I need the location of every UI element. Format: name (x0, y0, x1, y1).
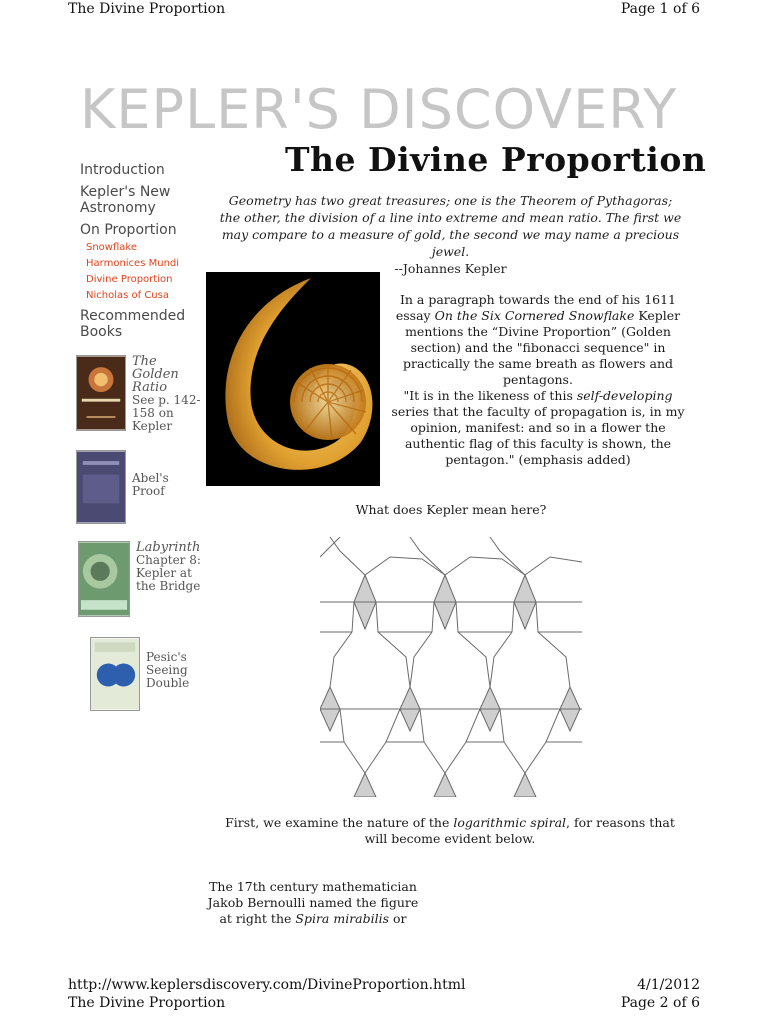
print-header-page-2: Page 2 of 6 (620, 995, 700, 1011)
question-text: What does Kepler mean here? (355, 502, 547, 517)
essay-title: On the Six Cornered Snowflake (434, 308, 635, 323)
book-seeing-double[interactable] (90, 637, 206, 711)
site-title: KEPLER'S DISCOVERY (80, 78, 678, 141)
print-footer-url[interactable]: http://www.keplersdiscovery.com/DivineProportion.html (68, 977, 466, 993)
book-title: The Golden Ratio (132, 354, 179, 395)
snowflake-paragraph: In a paragraph towards the end of his 1611 essay On the Six Cornered Snowflake Kepler mentions the “Divine Proportion” (Golden section) and the "fibonacci sequence" in practically the same breath as flowers and pentagons. (395, 292, 681, 387)
book-golden-ratio[interactable] (76, 355, 204, 433)
kepler-citation-paragraph: "It is in the likeness of this self-developing series that the faculty of propagation is, in my opinion, manifest: and so in a flower the authentic flag of this faculty is shown, the pentagon." (emphasis added) (391, 388, 685, 467)
book-note: Chapter 8: Kepler at the Bridge (136, 553, 201, 593)
book-title: Abel's Proof (132, 471, 169, 498)
book-note: See p. 142-158 on Kepler (132, 393, 201, 433)
sidebar (80, 162, 210, 340)
book-title: Pesic's Seeing Double (146, 650, 190, 690)
nav-introduction-link[interactable]: Introduction (80, 162, 165, 178)
nav-harmonices-mundi-link[interactable]: Harmonices Mundi (86, 258, 180, 269)
quote-text: Geometry has two great treasures; one is the Theorem of Pythagoras; the other, the division of a line into extreme and mean ratio. The first we may compare to a measure of gold, the second we may name a precious jewel. (219, 193, 682, 259)
book-title: Labyrinth (136, 540, 201, 555)
page-title: The Divine Proportion (285, 140, 707, 179)
book-labyrinth[interactable] (78, 541, 206, 617)
nav-on-proportion-link[interactable]: On Proportion (80, 222, 177, 238)
nav-snowflake-link[interactable]: Snowflake (86, 242, 137, 253)
print-header-page: Page 1 of 6 (620, 1, 700, 17)
nav-recommended-books-link[interactable]: Recommended Books (80, 308, 186, 340)
book-cover-image[interactable] (90, 637, 140, 711)
print-footer-date: 4/1/2012 (637, 977, 700, 993)
print-header-title-2: The Divine Proportion (68, 995, 226, 1011)
nav-divine-proportion-link[interactable]: Divine Proportion (86, 274, 173, 285)
quote-attribution: --Johannes Kepler (394, 261, 507, 276)
book-cover-image[interactable] (76, 450, 126, 524)
book-cover-image[interactable] (76, 355, 126, 431)
nautilus-shell-image (206, 272, 380, 486)
nav-nicholas-of-cusa-link[interactable]: Nicholas of Cusa (86, 290, 169, 301)
bernoulli-paragraph: The 17th century mathematician Jakob Bernoulli named the figure at right the Spira mirabilis or (207, 879, 419, 926)
pentagon-tiling-diagram (320, 537, 582, 797)
book-abels-proof[interactable] (76, 450, 204, 524)
book-cover-image[interactable] (78, 541, 130, 617)
print-header-title: The Divine Proportion (68, 1, 226, 17)
nav-new-astronomy-link[interactable]: Kepler's New Astronomy (80, 184, 171, 216)
kepler-quote (218, 192, 683, 277)
logarithmic-spiral-paragraph: First, we examine the nature of the logarithmic spiral, for reasons that will become evident below. (225, 815, 675, 846)
